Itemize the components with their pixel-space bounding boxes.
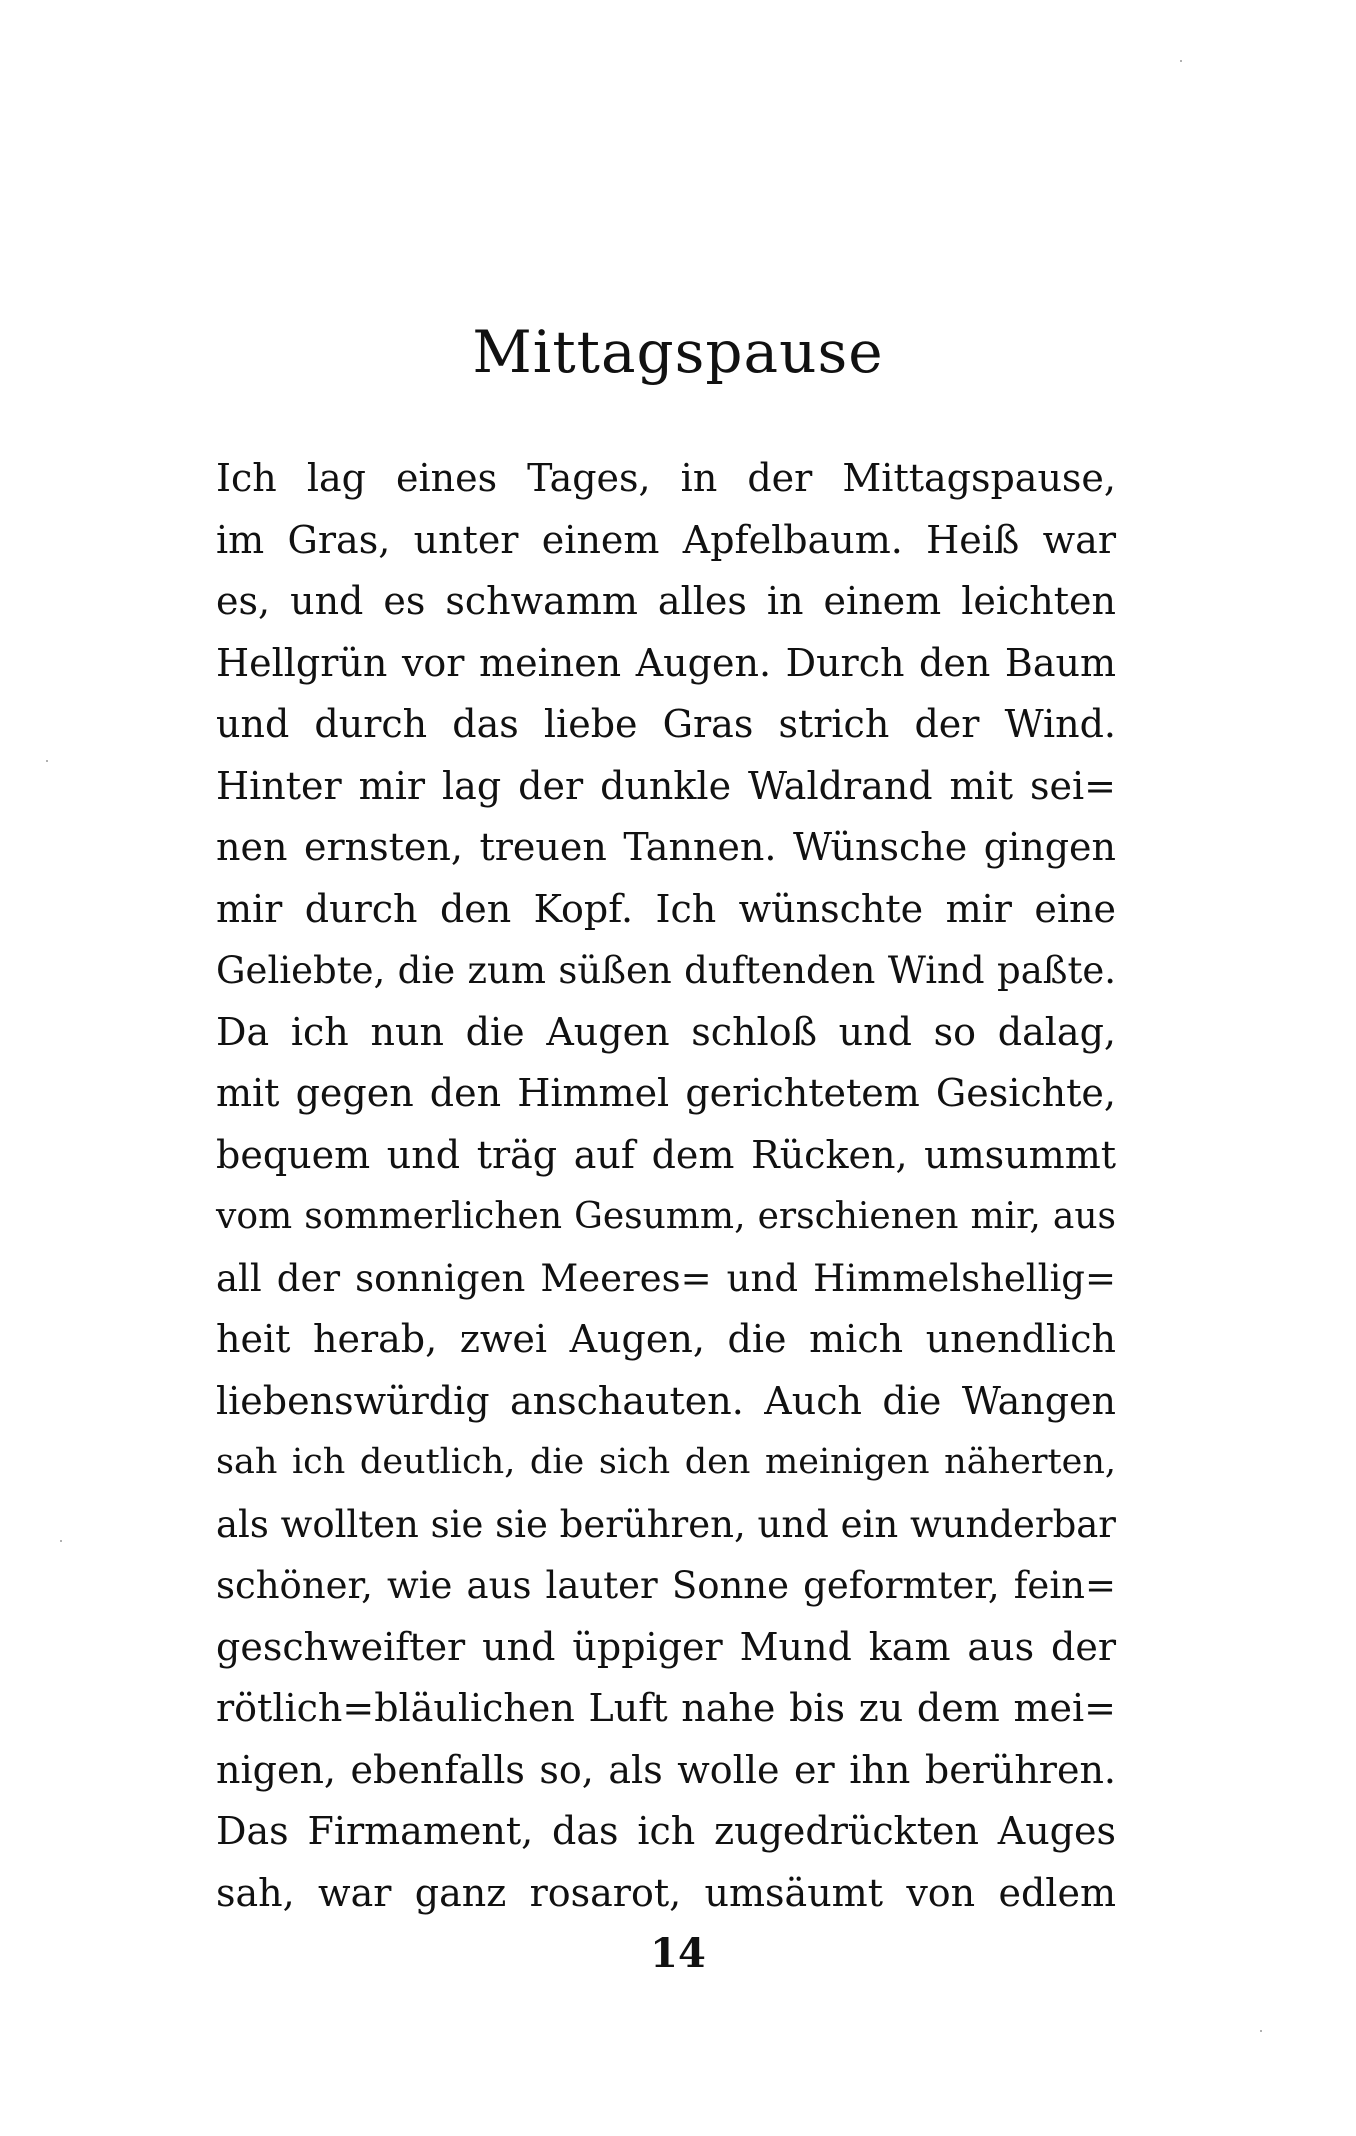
text-line: geschweifter und üppiger Mund kam aus der xyxy=(216,1624,1116,1669)
text-line: Hellgrün vor meinen Augen. Durch den Baum xyxy=(216,640,1116,685)
text-line: vom sommerlichen Gesumm, erschienen mir, aus xyxy=(216,1196,1116,1237)
text-line: Das Firmament, das ich zugedrückten Auges xyxy=(216,1809,1116,1853)
text-line: schöner, wie aus lauter Sonne geformter, fein= xyxy=(216,1564,1116,1607)
scan-speck xyxy=(1180,60,1182,62)
scan-speck xyxy=(60,1540,62,1542)
text-line: all der sonnigen Meeres= und Himmelshellig= xyxy=(216,1256,1116,1300)
text-line: mir durch den Kopf. Ich wünschte mir eine xyxy=(216,886,1116,931)
text-line: sah ich deutlich, die sich den meinigen näherten, xyxy=(216,1442,1116,1482)
text-line: mit gegen den Himmel gerichtetem Gesichte, xyxy=(216,1071,1116,1115)
text-line: Hinter mir lag der dunkle Waldrand mit sei= xyxy=(216,763,1116,808)
text-line: nen ernsten, treuen Tannen. Wünsche gingen xyxy=(216,825,1116,869)
text-line: im Gras, unter einem Apfelbaum. Heiß war xyxy=(216,517,1116,562)
text-line: heit herab, zwei Augen, die mich unendlich xyxy=(216,1317,1116,1361)
text-line: als wollten sie sie berühren, und ein wunderbar xyxy=(216,1502,1116,1546)
text-line: es, und es schwamm alles in einem leichten xyxy=(216,579,1116,623)
scan-speck xyxy=(1260,2030,1262,2032)
scan-speck xyxy=(46,760,48,762)
text-line: Da ich nun die Augen schloß und so dalag, xyxy=(216,1009,1116,1054)
text-line: nigen, ebenfalls so, als wolle er ihn berühren. xyxy=(216,1747,1116,1792)
text-line: sah, war ganz rosarot, umsäumt von edlem xyxy=(216,1870,1116,1915)
body-text xyxy=(216,448,1116,1924)
text-line: Geliebte, die zum süßen duftenden Wind paßte. xyxy=(216,949,1116,992)
text-line: rötlich=bläulichen Luft nahe bis zu dem mei= xyxy=(216,1686,1116,1730)
text-line: bequem und träg auf dem Rücken, umsummt xyxy=(216,1132,1116,1177)
chapter-title: Mittagspause xyxy=(472,318,884,386)
text-line: Ich lag eines Tages, in der Mittagspause, xyxy=(216,456,1116,500)
text-line: liebenswürdig anschauten. Auch die Wangen xyxy=(216,1378,1116,1423)
text-line: und durch das liebe Gras strich der Wind. xyxy=(216,702,1116,746)
page-number: 14 xyxy=(650,1930,706,1977)
